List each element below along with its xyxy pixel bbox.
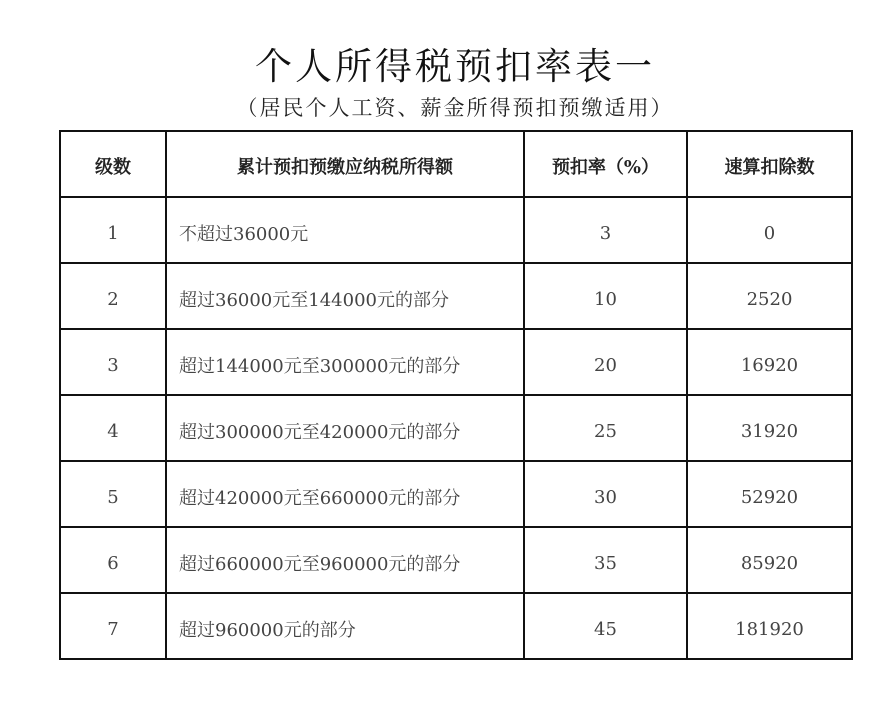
quick-deduction-cell: 16920: [687, 329, 852, 395]
rate-cell: 35: [524, 527, 687, 593]
header-level: 级数: [60, 131, 166, 197]
table-header-row: [60, 131, 852, 197]
income-range-cell: 超过660000元至960000元的部分: [166, 527, 524, 593]
income-range-cell: 超过36000元至144000元的部分: [166, 263, 524, 329]
table-row: [60, 263, 852, 329]
level-cell: 4: [60, 395, 166, 461]
page-title: 个人所得税预扣率表一: [255, 45, 655, 88]
quick-deduction-cell: 52920: [687, 461, 852, 527]
level-cell: 5: [60, 461, 166, 527]
rate-cell: 25: [524, 395, 687, 461]
quick-deduction-cell: 0: [687, 197, 852, 263]
page-subtitle: （居民个人工资、薪金所得预扣预缴适用）: [236, 96, 674, 120]
table-row: [60, 197, 852, 263]
header-rate: 预扣率（%）: [524, 131, 687, 197]
income-range-cell: 不超过36000元: [166, 197, 524, 263]
income-range-cell: 超过144000元至300000元的部分: [166, 329, 524, 395]
table-row: [60, 329, 852, 395]
rate-cell: 10: [524, 263, 687, 329]
income-range-cell: 超过420000元至660000元的部分: [166, 461, 524, 527]
rate-cell: 45: [524, 593, 687, 659]
quick-deduction-cell: 31920: [687, 395, 852, 461]
header-taxable-income: 累计预扣预缴应纳税所得额: [166, 131, 524, 197]
table-row: [60, 395, 852, 461]
table-row: [60, 461, 852, 527]
header-quick-deduction: 速算扣除数: [687, 131, 852, 197]
table-row: [60, 527, 852, 593]
rate-cell: 3: [524, 197, 687, 263]
tax-rate-table: [59, 130, 853, 660]
rate-cell: 30: [524, 461, 687, 527]
quick-deduction-cell: 2520: [687, 263, 852, 329]
level-cell: 2: [60, 263, 166, 329]
income-range-cell: 超过960000元的部分: [166, 593, 524, 659]
quick-deduction-cell: 181920: [687, 593, 852, 659]
table-row: [60, 593, 852, 659]
level-cell: 1: [60, 197, 166, 263]
rate-cell: 20: [524, 329, 687, 395]
level-cell: 7: [60, 593, 166, 659]
level-cell: 3: [60, 329, 166, 395]
level-cell: 6: [60, 527, 166, 593]
income-range-cell: 超过300000元至420000元的部分: [166, 395, 524, 461]
quick-deduction-cell: 85920: [687, 527, 852, 593]
